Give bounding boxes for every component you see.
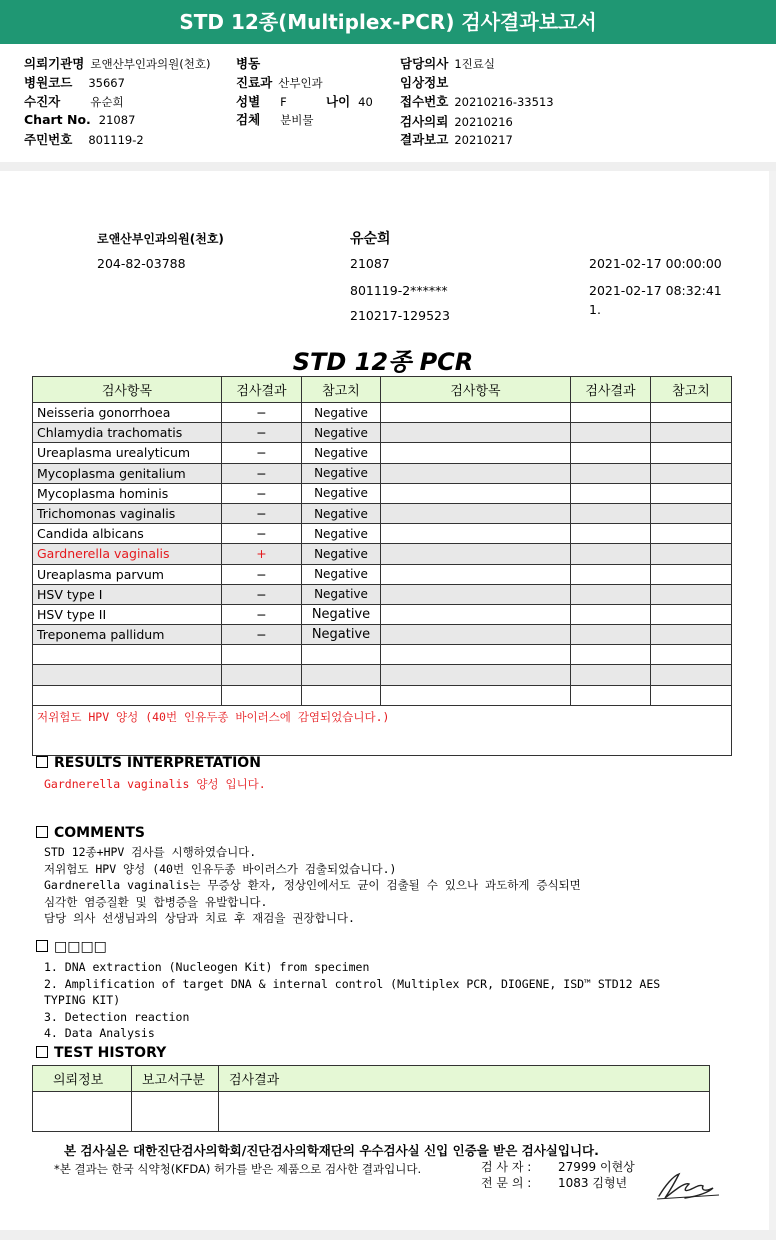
header-field: 병원코드 35667 xyxy=(24,75,125,90)
pcr-title: STD 12종 PCR xyxy=(292,348,474,376)
header-field: 주민번호 801119-2 xyxy=(24,132,144,147)
test-reference: Negative xyxy=(302,544,381,564)
comments-heading: COMMENTS xyxy=(36,825,145,841)
comment-line: 저위험도 HPV 양성 (40번 인유두종 바이러스가 검출되었습니다.) xyxy=(44,861,397,876)
table-row xyxy=(33,483,732,503)
col-header-report-type: 보고서구분 xyxy=(132,1066,219,1092)
test-history-heading: TEST HISTORY xyxy=(36,1045,166,1061)
test-result: − xyxy=(222,483,302,503)
test-result: − xyxy=(222,604,302,624)
comment-line: STD 12종+HPV 검사를 시행하였습니다. xyxy=(44,845,257,859)
col-header-test-result: 검사결과 xyxy=(219,1066,710,1092)
table-row xyxy=(33,503,732,523)
test-reference: Negative xyxy=(302,625,381,645)
test-reference: Negative xyxy=(302,584,381,604)
certification-text: 본 검사실은 대한진단검사의학회/진단검사의학재단의 우수검사실 신입 인증을 받은 검사실입니다. xyxy=(64,1143,599,1158)
hospital-name: 로앤산부인과의원(천호) xyxy=(97,232,224,246)
test-item: Ureaplasma urealyticum xyxy=(33,443,222,463)
table-row xyxy=(33,604,732,624)
specialist-value: 1083 김형년 xyxy=(558,1176,628,1190)
header-field: 진료과 산부인과 xyxy=(236,75,323,90)
header-field: 임상정보 xyxy=(400,75,449,90)
test-reference: Negative xyxy=(302,483,381,503)
table-row-positive xyxy=(33,544,732,564)
test-result: − xyxy=(222,443,302,463)
table-row-empty xyxy=(33,685,732,705)
method-line: 1. DNA extraction (Nucleogen Kit) from specimen xyxy=(44,960,370,974)
business-number: 204-82-03788 xyxy=(97,256,186,271)
results-interpretation-heading: RESULTS INTERPRETATION xyxy=(36,755,261,771)
table-row xyxy=(33,564,732,584)
table-row xyxy=(33,463,732,483)
checkbox-icon xyxy=(36,756,48,768)
header-field: 병동 xyxy=(236,56,261,71)
table-row xyxy=(33,625,732,645)
test-result: − xyxy=(222,403,302,423)
header-field: 담당의사 1진료실 xyxy=(400,56,495,71)
results-interpretation-text: Gardnerella vaginalis 양성 입니다. xyxy=(44,777,266,791)
header-field-age: 나이 40 xyxy=(326,94,373,109)
method-text xyxy=(44,959,660,1042)
table-note-row xyxy=(33,705,732,755)
test-item: Gardnerella vaginalis xyxy=(33,544,222,564)
header-info xyxy=(0,44,776,162)
specialist-label: 전 문 의 : xyxy=(481,1176,532,1190)
checkbox-icon xyxy=(36,1046,48,1058)
patient-name: 유순희 xyxy=(350,231,391,247)
kfda-note: *본 결과는 한국 식약청(KFDA) 허가를 받은 제품으로 검사한 결과입니다. xyxy=(54,1162,422,1176)
test-result: − xyxy=(222,564,302,584)
side-margin xyxy=(769,171,776,1231)
test-reference: Negative xyxy=(302,604,381,624)
test-reference: Negative xyxy=(302,503,381,523)
test-item: Treponema pallidum xyxy=(33,625,222,645)
datetime-2: 2021-02-17 08:32:41 xyxy=(589,283,722,298)
separator-band xyxy=(0,162,776,171)
test-result: − xyxy=(222,463,302,483)
extra-mark: 1. xyxy=(589,302,601,317)
method-heading: □□□□ xyxy=(36,939,107,955)
col-header-result: 검사결과 xyxy=(222,377,302,403)
test-result: − xyxy=(222,584,302,604)
col-header-reference: 참고치 xyxy=(302,377,381,403)
method-line: TYPING KIT) xyxy=(44,993,121,1007)
method-line: 4. Data Analysis xyxy=(44,1026,155,1040)
checkbox-icon xyxy=(36,940,48,952)
table-row xyxy=(33,524,732,544)
report-title: STD 12종(Multiplex-PCR) 검사결과보고서 xyxy=(0,0,776,44)
test-history-table xyxy=(32,1065,710,1132)
test-result: − xyxy=(222,625,302,645)
receipt-number: 210217-129523 xyxy=(350,308,450,323)
table-row xyxy=(33,403,732,423)
test-reference: Negative xyxy=(302,463,381,483)
col-header-item: 검사항목 xyxy=(33,377,222,403)
col-header-request-info: 의뢰정보 xyxy=(33,1066,132,1092)
tester-value: 27999 이현상 xyxy=(558,1160,635,1174)
test-result: + xyxy=(222,544,302,564)
table-row xyxy=(33,584,732,604)
header-field: 수진자 유순희 xyxy=(24,94,124,109)
tester-label: 검 사 자 : xyxy=(481,1160,532,1174)
test-item: HSV type II xyxy=(33,604,222,624)
test-item: Neisseria gonorrhoea xyxy=(33,403,222,423)
bottom-band xyxy=(0,1230,776,1240)
hpv-note: 저위험도 HPV 양성 (40번 인유두종 바이러스에 감염되었습니다.) xyxy=(33,705,732,755)
test-item: Trichomonas vaginalis xyxy=(33,503,222,523)
method-line: 2. Amplification of target DNA & internal control (Multiplex PCR, DIOGENE, ISD™ STD12 AES xyxy=(44,976,661,991)
comment-line: 담당 의사 선생님과의 상담과 치료 후 재검을 권장합니다. xyxy=(44,911,355,925)
signature-icon xyxy=(655,1168,721,1202)
comment-line: 심각한 염증질환 및 합병증을 유발합니다. xyxy=(44,894,268,909)
datetime-1: 2021-02-17 00:00:00 xyxy=(589,256,722,271)
col-header-result: 검사결과 xyxy=(571,377,651,403)
header-field: 성별 F xyxy=(236,94,287,109)
test-item: Ureaplasma parvum xyxy=(33,564,222,584)
history-header-row xyxy=(33,1066,710,1092)
test-reference: Negative xyxy=(302,403,381,423)
test-reference: Negative xyxy=(302,423,381,443)
comments-text xyxy=(44,844,581,927)
resident-number: 801119-2****** xyxy=(350,283,448,298)
table-row xyxy=(33,423,732,443)
test-reference: Negative xyxy=(302,524,381,544)
test-item: HSV type I xyxy=(33,584,222,604)
test-reference: Negative xyxy=(302,564,381,584)
table-row-empty xyxy=(33,665,732,685)
col-header-item: 검사항목 xyxy=(381,377,571,403)
method-line: 3. Detection reaction xyxy=(44,1009,190,1024)
table-row-empty xyxy=(33,1092,710,1132)
test-item: Mycoplasma hominis xyxy=(33,483,222,503)
header-field: Chart No. 21087 xyxy=(24,112,136,127)
header-field: 접수번호 20210216-33513 xyxy=(400,94,554,109)
table-row xyxy=(33,443,732,463)
checkbox-icon xyxy=(36,826,48,838)
test-result: − xyxy=(222,423,302,443)
header-field: 의뢰기관명 로앤산부인과의원(천호) xyxy=(24,56,211,71)
header-field: 검체 분비물 xyxy=(236,112,314,127)
test-reference: Negative xyxy=(302,443,381,463)
chart-number: 21087 xyxy=(350,256,390,271)
header-field: 검사의뢰 20210216 xyxy=(400,114,513,129)
test-item: Chlamydia trachomatis xyxy=(33,423,222,443)
table-row-empty xyxy=(33,645,732,665)
results-table xyxy=(32,376,732,756)
test-result: − xyxy=(222,503,302,523)
comment-line: Gardnerella vaginalis는 무증상 환자, 정상인에서도 균이 검출될 수 있으나 과도하게 증식되면 xyxy=(44,878,581,892)
test-item: Mycoplasma genitalium xyxy=(33,463,222,483)
header-field: 결과보고 20210217 xyxy=(400,132,513,147)
test-result: − xyxy=(222,524,302,544)
test-item: Candida albicans xyxy=(33,524,222,544)
results-header-row xyxy=(33,377,732,403)
col-header-reference: 참고치 xyxy=(651,377,732,403)
